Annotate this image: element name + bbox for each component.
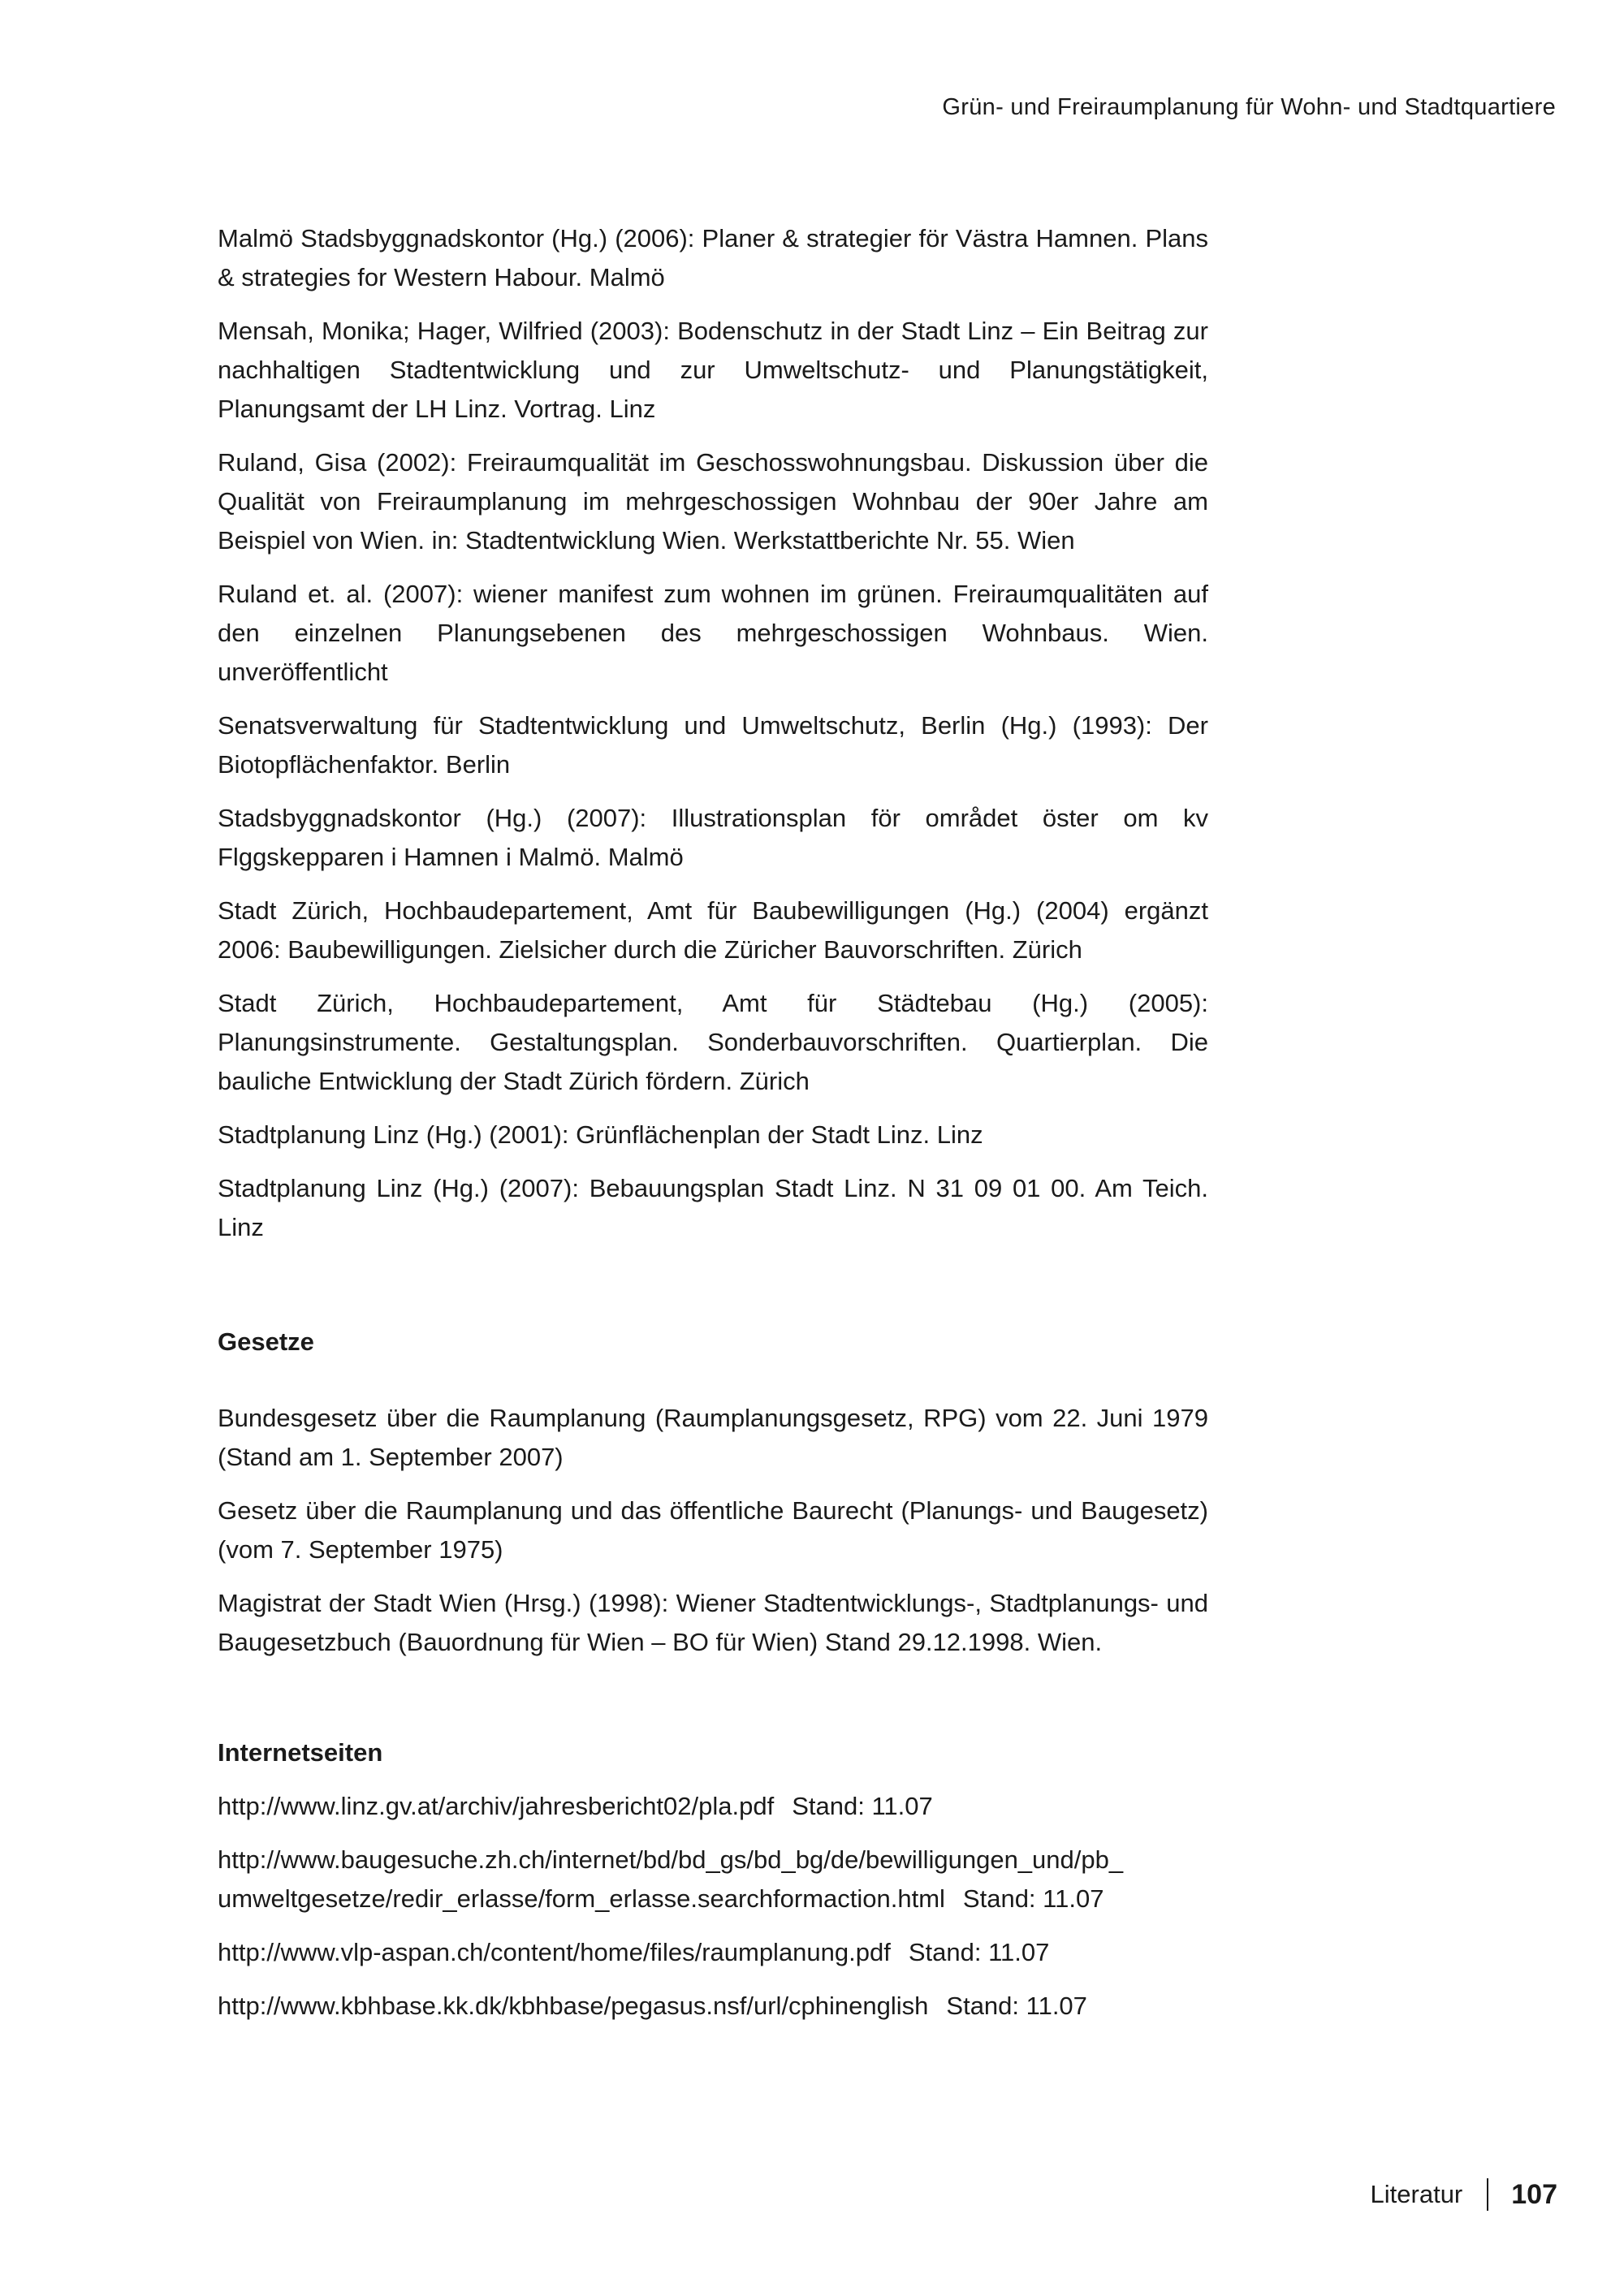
law-entry: Magistrat der Stadt Wien (Hrsg.) (1998): Wiener Stadtentwicklungs-, Stadtplanungs- und Baugesetzbuch (Bauordnung für Wien – BO für Wien) Stand 29.12.1998. Wien. xyxy=(218,1589,1208,1656)
reference-entry: Mensah, Monika; Hager, Wilfried (2003): Bodenschutz in der Stadt Linz – Ein Beitrag zur nachhaltigen Stadtentwicklung und zur Umweltschutz- und Planungstätigkeit, Planungsamt der LH Linz. Vortrag. Linz xyxy=(218,317,1208,423)
website-entry xyxy=(218,1841,1208,1918)
reference-entry: Malmö Stadsbyggnadskontor (Hg.) (2006): Planer & strategier för Västra Hamnen. Plans & strategies for Western Habour. Malmö xyxy=(218,224,1208,291)
website-url-line-2[interactable]: umweltgesetze/redir_erlasse/form_erlasse.searchformaction.html xyxy=(218,1884,945,1913)
bibliography-content xyxy=(218,219,1208,2040)
website-url[interactable]: http://www.kbhbase.kk.dk/kbhbase/pegasus.nsf/url/cphinenglish xyxy=(218,1992,929,2020)
reference-entry: Stadtplanung Linz (Hg.) (2007): Bebauungsplan Stadt Linz. N 31 09 01 00. Am Teich. Linz xyxy=(218,1174,1208,1241)
page-footer xyxy=(1371,2178,1557,2211)
law-entry: Gesetz über die Raumplanung und das öffentliche Baurecht (Planungs- und Baugesetz) (vom 7. September 1975) xyxy=(218,1496,1208,1564)
reference-entry: Stadtplanung Linz (Hg.) (2001): Grünflächenplan der Stadt Linz. Linz xyxy=(218,1120,983,1149)
website-entry xyxy=(218,1933,1208,1972)
website-url[interactable]: http://www.linz.gv.at/archiv/jahresbericht02/pla.pdf xyxy=(218,1792,775,1820)
website-url[interactable]: http://www.vlp-aspan.ch/content/home/files/raumplanung.pdf xyxy=(218,1938,891,1966)
reference-entry: Stadt Zürich, Hochbaudepartement, Amt für Städtebau (Hg.) (2005): Planungsinstrumente. Gestaltungsplan. Sonderbauvorschriften. Quartierplan. Die bauliche Entwicklung der Stadt Zürich fördern. Zürich xyxy=(218,989,1208,1095)
reference-entry: Stadt Zürich, Hochbaudepartement, Amt für Baubewilligungen (Hg.) (2004) ergänzt 2006: Baubewilligungen. Zielsicher durch die Züricher Bauvorschriften. Zürich xyxy=(218,896,1208,964)
reference-entry: Ruland, Gisa (2002): Freiraumqualität im Geschosswohnungsbau. Diskussion über die Qualität von Freiraumplanung im mehrgeschossigen Wohnbau der 90er Jahre am Beispiel von Wien. in: Stadtentwicklung Wien. Werkstattberichte Nr. 55. Wien xyxy=(218,448,1208,555)
website-stand: Stand: 11.07 xyxy=(962,1884,1104,1913)
section-heading-internetseiten: Internetseiten xyxy=(218,1738,383,1767)
reference-entry: Ruland et. al. (2007): wiener manifest zum wohnen im grünen. Freiraumqualitäten auf den einzelnen Planungsebenen des mehrgeschossigen Wohnbaus. Wien. unveröffentlicht xyxy=(218,580,1208,686)
website-stand: Stand: 11.07 xyxy=(908,1938,1050,1966)
website-stand: Stand: 11.07 xyxy=(792,1792,933,1820)
page-number: 107 xyxy=(1511,2178,1557,2210)
footer-section-label: Literatur xyxy=(1370,2180,1463,2208)
reference-entry: Stadsbyggnadskontor (Hg.) (2007): Illustrationsplan för området öster om kv Flggskepparen i Hamnen i Malmö. Malmö xyxy=(218,804,1208,871)
footer-divider xyxy=(1487,2178,1488,2211)
running-head-title: Grün- und Freiraumplanung für Wohn- und Stadtquartiere xyxy=(942,94,1556,120)
website-entry xyxy=(218,1987,1208,2026)
website-stand: Stand: 11.07 xyxy=(946,1992,1087,2020)
website-entry xyxy=(218,1787,1208,1826)
website-url-line-1[interactable]: http://www.baugesuche.zh.ch/internet/bd/bd_gs/bd_bg/de/bewilligungen_und/pb_ xyxy=(218,1845,1124,1874)
law-entry: Bundesgesetz über die Raumplanung (Raumplanungsgesetz, RPG) vom 22. Juni 1979 (Stand am 1. September 2007) xyxy=(218,1404,1208,1471)
reference-entry: Senatsverwaltung für Stadtentwicklung und Umweltschutz, Berlin (Hg.) (1993): Der Biotopflächenfaktor. Berlin xyxy=(218,711,1208,779)
section-heading-gesetze: Gesetze xyxy=(218,1327,314,1356)
